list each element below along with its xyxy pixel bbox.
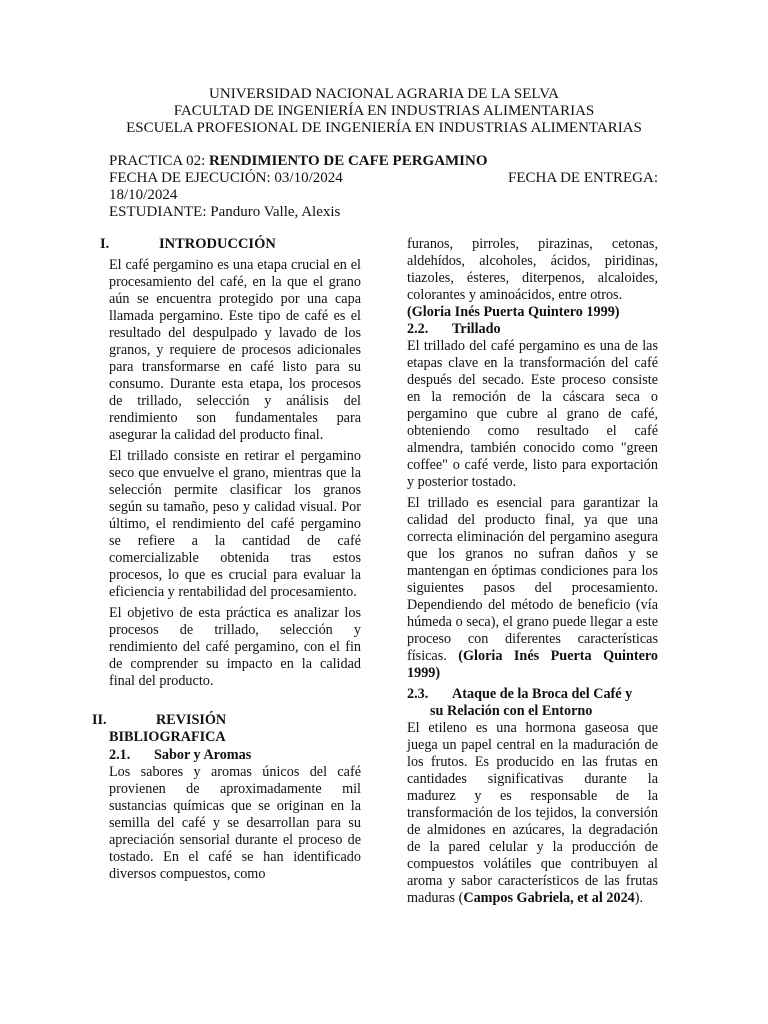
trillado-paragraph-2 [407,495,658,682]
delivery-date: 18/10/2024 [109,187,178,203]
trillado-paragraph-2-text: El trillado es esencial para garantizar la calidad del producto final, ya que una correcta eliminación del pergamino asegura que los granos no sufran daños y se mantengan en óptimas condiciones para los siguientes pasos del procesamiento. Dependiendo del método de beneficio (vía húmeda o seca), el grano puede llegar a este proceso con diferentes características físicas. [407,495,658,664]
intro-paragraph-3: El objetivo de esta práctica es analizar los procesos de trillado, selección y rendimiento del café pergamino, con el fin de comprender su impacto en la calidad final del producto. [109,605,361,689]
trillado-paragraph-1: El trillado del café pergamino es una de las etapas clave en la transformación del café después del secado. Este proceso consiste en la remoción de la cáscara seca o pergamino que cubre al grano de café, obteniendo como resultado el café almendra, también conocido como "green coffee" o café verde, listo para exportación y posterior tostado. [407,338,658,490]
broca-paragraph [407,720,658,907]
practice-title-row [109,153,659,170]
section-heading-revision [92,712,361,746]
right-column [407,236,658,911]
subsection-title-line-2: su Relación con el Entorno [430,703,593,719]
institution-header [0,86,768,137]
citation: (Gloria Inés Puerta Quintero 1999) [407,648,659,681]
subsection-number: 2.1. [109,747,131,763]
section-title-line-2: BIBLIOGRAFICA [109,729,226,745]
section-title: INTRODUCCIÓN [159,236,276,252]
subsection-title: Sabor y Aromas [154,747,252,763]
section-heading-introduccion [100,236,361,253]
intro-paragraph-1: El café pergamino es una etapa crucial en el procesamiento del café, en la que el grano aún se encuentra protegido por una capa llamada pergamino. Este tipo de café es el resultado del despulpado y lavado de los granos, y requiere de procesos adicionales para transformarse en café listo para su consumo. Durante esta etapa, los procesos de trillado, selección y análisis del rendimiento son fundamentales para asegurar la calidad del producto final. [109,257,361,443]
school-name: ESCUELA PROFESIONAL DE INGENIERÍA EN INDUSTRIAS ALIMENTARIAS [126,120,642,136]
student-name: ESTUDIANTE: Panduro Valle, Alexis [109,204,341,220]
subsection-heading-trillado [407,321,658,338]
dates-row [109,170,659,187]
citation: Campos Gabriela, et al 2024 [463,890,635,906]
faculty-name: FACULTAD DE INGENIERÍA EN INDUSTRIAS ALIMENTARIAS [173,103,595,119]
practice-info [109,153,659,221]
left-column [92,236,361,883]
broca-paragraph-end: ). [634,890,644,906]
execution-date: FECHA DE EJECUCIÓN: 03/10/2024 [109,170,343,186]
section-number: I. [100,236,110,252]
subsection-title: Trillado [452,321,501,337]
subsection-number: 2.2. [407,321,429,337]
practice-label: PRACTICA 02: [109,153,210,169]
practice-title: RENDIMIENTO DE CAFE PERGAMINO [209,153,488,169]
intro-paragraph-2: El trillado consiste en retirar el pergamino seco que envuelve el grano, mientras que la selección permite clasificar los granos según su tamaño, peso y calidad visual. Por último, el rendimiento del café pergamino se refiere a la cantidad de café comercializable obtenida tras estos procesos, lo que es crucial para evaluar la eficiencia y rentabilidad del procesamiento. [109,448,361,600]
subsection-heading-broca [407,686,658,720]
citation: (Gloria Inés Puerta Quintero 1999) [407,304,620,320]
subsection-heading-sabor [109,747,361,764]
section-number: II. [92,712,107,728]
university-name: UNIVERSIDAD NACIONAL AGRARIA DE LA SELVA [209,86,559,102]
subsection-title-line-1: Ataque de la Broca del Café y [452,686,633,702]
section-title-line-1: REVISIÓN [156,712,227,728]
sabor-paragraph-part-1: Los sabores y aromas únicos del café provienen de aproximadamente mil sustancias químicas que se originan en la semilla del café y se desarrollan para su apreciación sensorial durante el proceso de tostado. En el café se han identificado diversos compuestos, como [109,764,361,882]
delivery-label: FECHA DE ENTREGA: [508,170,658,186]
subsection-number: 2.3. [407,686,429,702]
sabor-paragraph-part-2: furanos, pirroles, pirazinas, cetonas, aldehídos, alcoholes, ácidos, piridinas, tiazoles, ésteres, diterpenos, alcaloides, colorantes y aminoácidos, entre otros. [407,236,658,303]
broca-paragraph-text: El etileno es una hormona gaseosa que juega un papel central en la maduración de los frutos. Es producido en las frutas en cantidades significativas durante la madurez y es responsable de la transformación de los tejidos, la conversión de almidones en azúcares, la degradación de la pared celular y la producción de compuestos volátiles que contribuyen al aroma y sabor característicos de las frutas maduras ( [407,720,658,906]
